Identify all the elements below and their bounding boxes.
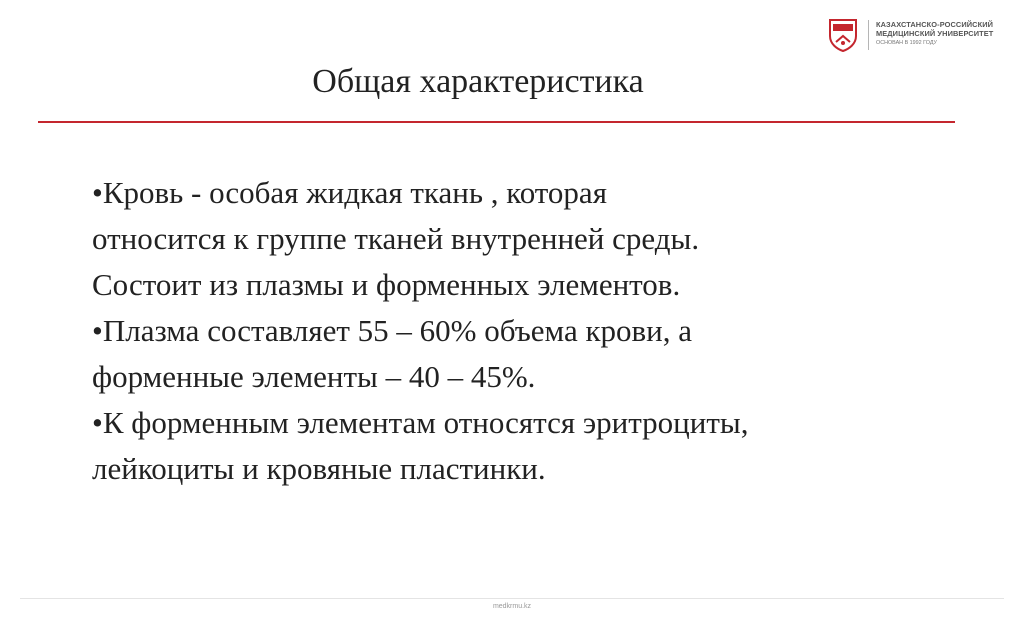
slide-body [92, 170, 972, 492]
logo-text [876, 20, 993, 48]
paragraph-blood-definition: •Кровь - особая жидкая ткань , которая относится к группе тканей внутренней среды. Состоит из плазмы и форменных элементов. [92, 175, 700, 302]
title-underline [38, 121, 955, 123]
university-logo [828, 18, 1018, 54]
logo-divider [868, 20, 869, 50]
footer-url: medkrmu.kz [492, 603, 532, 610]
logo-university-name-line2: МЕДИЦИНСКИЙ УНИВЕРСИТЕТ [876, 29, 994, 38]
logo-university-name-line1: КАЗАХСТАНСКО-РОССИЙСКИЙ [876, 20, 994, 29]
logo-founded-note: ОСНОВАН В 1992 ГОДУ [876, 40, 937, 46]
shield-emblem-icon [828, 18, 858, 52]
footer-divider [20, 598, 1004, 599]
slide-title: Общая характеристика [312, 63, 644, 100]
paragraph-formed-elements: •К форменным элементам относятся эритроциты, лейкоциты и кровяные пластинки. [92, 405, 749, 486]
paragraph-plasma-ratio: •Плазма составляет 55 – 60% объема крови, а форменные элементы – 40 – 45%. [92, 313, 693, 394]
